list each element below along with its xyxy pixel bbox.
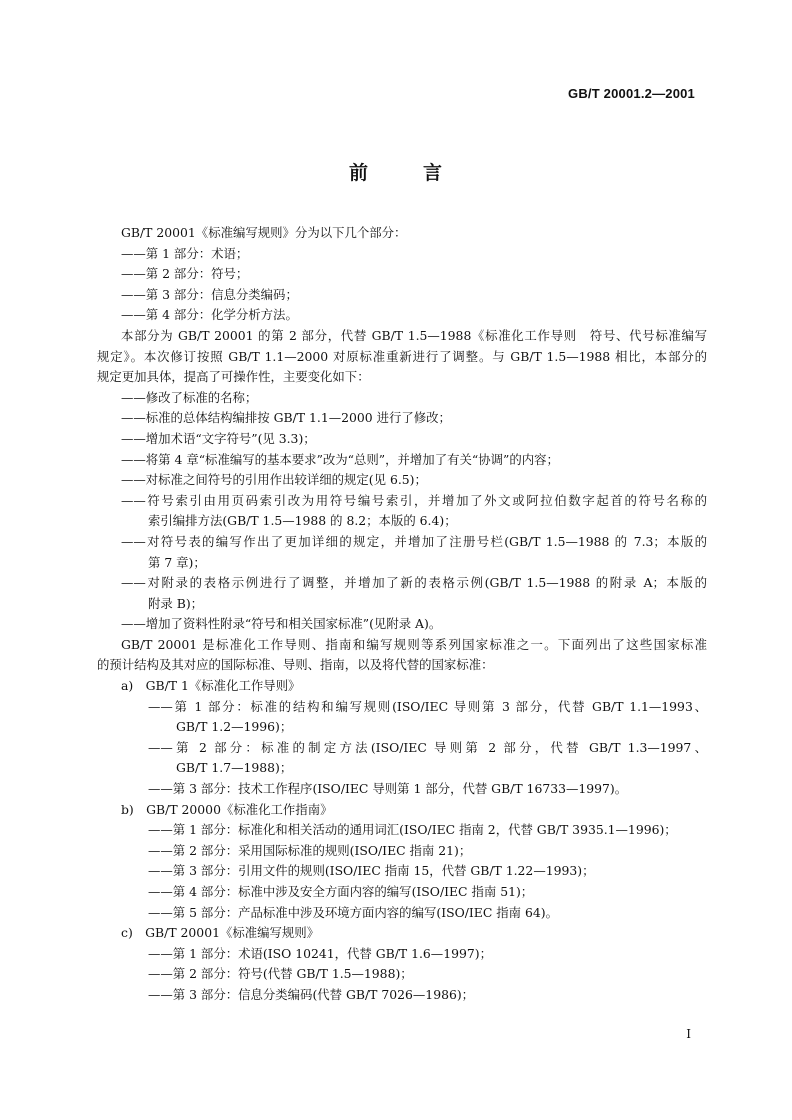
sub-list-item: ——第 3 部分：信息分类编码(代替 GB/T 7026—1986)； [148,986,475,1002]
sub-list-item: ——第 1 部分：标准化和相关活动的通用词汇(ISO/IEC 指南 2，代替 GB/T 3935.1—1996)； [148,822,677,838]
list-item: ——对标准之间符号的引用作出较详细的规定(见 6.5)； [121,472,427,488]
list-item: ——增加了资料性附录“符号和相关国家标准”(见附录 A)。 [121,616,442,632]
paragraph-line: 规定》。本次修订按照 GB/T 1.1—2000 对原标准重新进行了调整。与 GB/T 1.5—1988 相比，本部分的 [97,348,707,364]
list-item: ——第 2 部分：符号； [121,266,249,282]
sub-list-item: ——第 2 部分：标准的制定方法(ISO/IEC 导则第 2 部分，代替 GB/T 1.3—1997、 [148,739,707,755]
list-item: ——对附录的表格示例进行了调整，并增加了新的表格示例(GB/T 1.5—1988 的附录 A；本版的 [121,575,707,591]
sub-list-continuation: GB/T 1.7—1988)； [176,760,293,776]
letter-item: a) GB/T 1《标准化工作导则》 [121,678,301,694]
title-char-2: 言 [423,162,444,184]
list-item: ——对符号表的编写作出了更加详细的规定，并增加了注册号栏(GB/T 1.5—1988 的 7.3；本版的 [121,533,707,549]
sub-list-item: ——第 2 部分：符号(代替 GB/T 1.5—1988)； [148,966,413,982]
document-code: GB/T 20001.2—2001 [568,86,695,101]
paragraph-line: 规定更加具体，提高了可操作性，主要变化如下： [97,369,370,385]
sub-list-item: ——第 2 部分：采用国际标准的规则(ISO/IEC 指南 21)； [148,842,472,858]
letter-item: b) GB/T 20000《标准化工作指南》 [121,801,333,817]
list-item: ——符号索引由用页码索引改为用符号编号索引，并增加了外文或阿拉伯数字起首的符号名称的 [121,492,707,508]
list-item: ——增加术语“文字符号”(见 3.3)； [121,430,316,446]
paragraph-line: 的预计结构及其对应的国际标准、导则、指南，以及将代替的国家标准： [97,657,494,673]
sub-list-item: ——第 3 部分：引用文件的规则(ISO/IEC 指南 15，代替 GB/T 1.22—1993)； [148,863,595,879]
document-body [97,223,707,1006]
list-item-continuation: 第 7 章)； [148,554,206,570]
letter-item: c) GB/T 20001《标准编写规则》 [121,925,320,941]
list-item: ——将第 4 章“标准编写的基本要求”改为“总则”，并增加了有关“协调”的内容； [121,451,559,467]
paragraph-line: GB/T 20001 是标准化工作导则、指南和编写规则等系列国家标准之一。下面列出了这些国家标准 [121,636,707,652]
list-item-continuation: 附录 B)； [148,595,204,611]
paragraph-line: 本部分为 GB/T 20001 的第 2 部分，代替 GB/T 1.5—1988《标准化工作导则 符号、代号标准编写 [121,327,707,343]
list-item: ——修改了标准的名称； [121,389,258,405]
list-item: ——第 4 部分：化学分析方法。 [121,307,298,323]
list-item: ——第 3 部分：信息分类编码； [121,286,298,302]
list-item-continuation: 索引编排方法(GB/T 1.5—1988 的 8.2；本版的 6.4)； [148,513,457,529]
sub-list-item: ——第 1 部分：标准的结构和编写规则(ISO/IEC 导则第 3 部分，代替 GB/T 1.1—1993、 [148,698,707,714]
page-title [0,158,792,185]
sub-list-item: ——第 1 部分：术语(ISO 10241，代替 GB/T 1.6—1997)； [148,945,492,961]
sub-list-item: ——第 5 部分：产品标准中涉及环境方面内容的编写(ISO/IEC 指南 64)。 [148,904,558,920]
list-item: ——第 1 部分：术语； [121,245,249,261]
sub-list-continuation: GB/T 1.2—1996)； [176,719,293,735]
sub-list-item: ——第 3 部分：技术工作程序(ISO/IEC 导则第 1 部分，代替 GB/T 16733—1997)。 [148,781,628,797]
title-char-1: 前 [348,162,369,184]
intro-line: GB/T 20001《标准编写规则》分为以下几个部分： [121,225,407,240]
list-item: ——标准的总体结构编排按 GB/T 1.1—2000 进行了修改； [121,410,451,426]
page-number: I [686,1027,691,1041]
sub-list-item: ——第 4 部分：标准中涉及安全方面内容的编写(ISO/IEC 指南 51)； [148,884,534,899]
